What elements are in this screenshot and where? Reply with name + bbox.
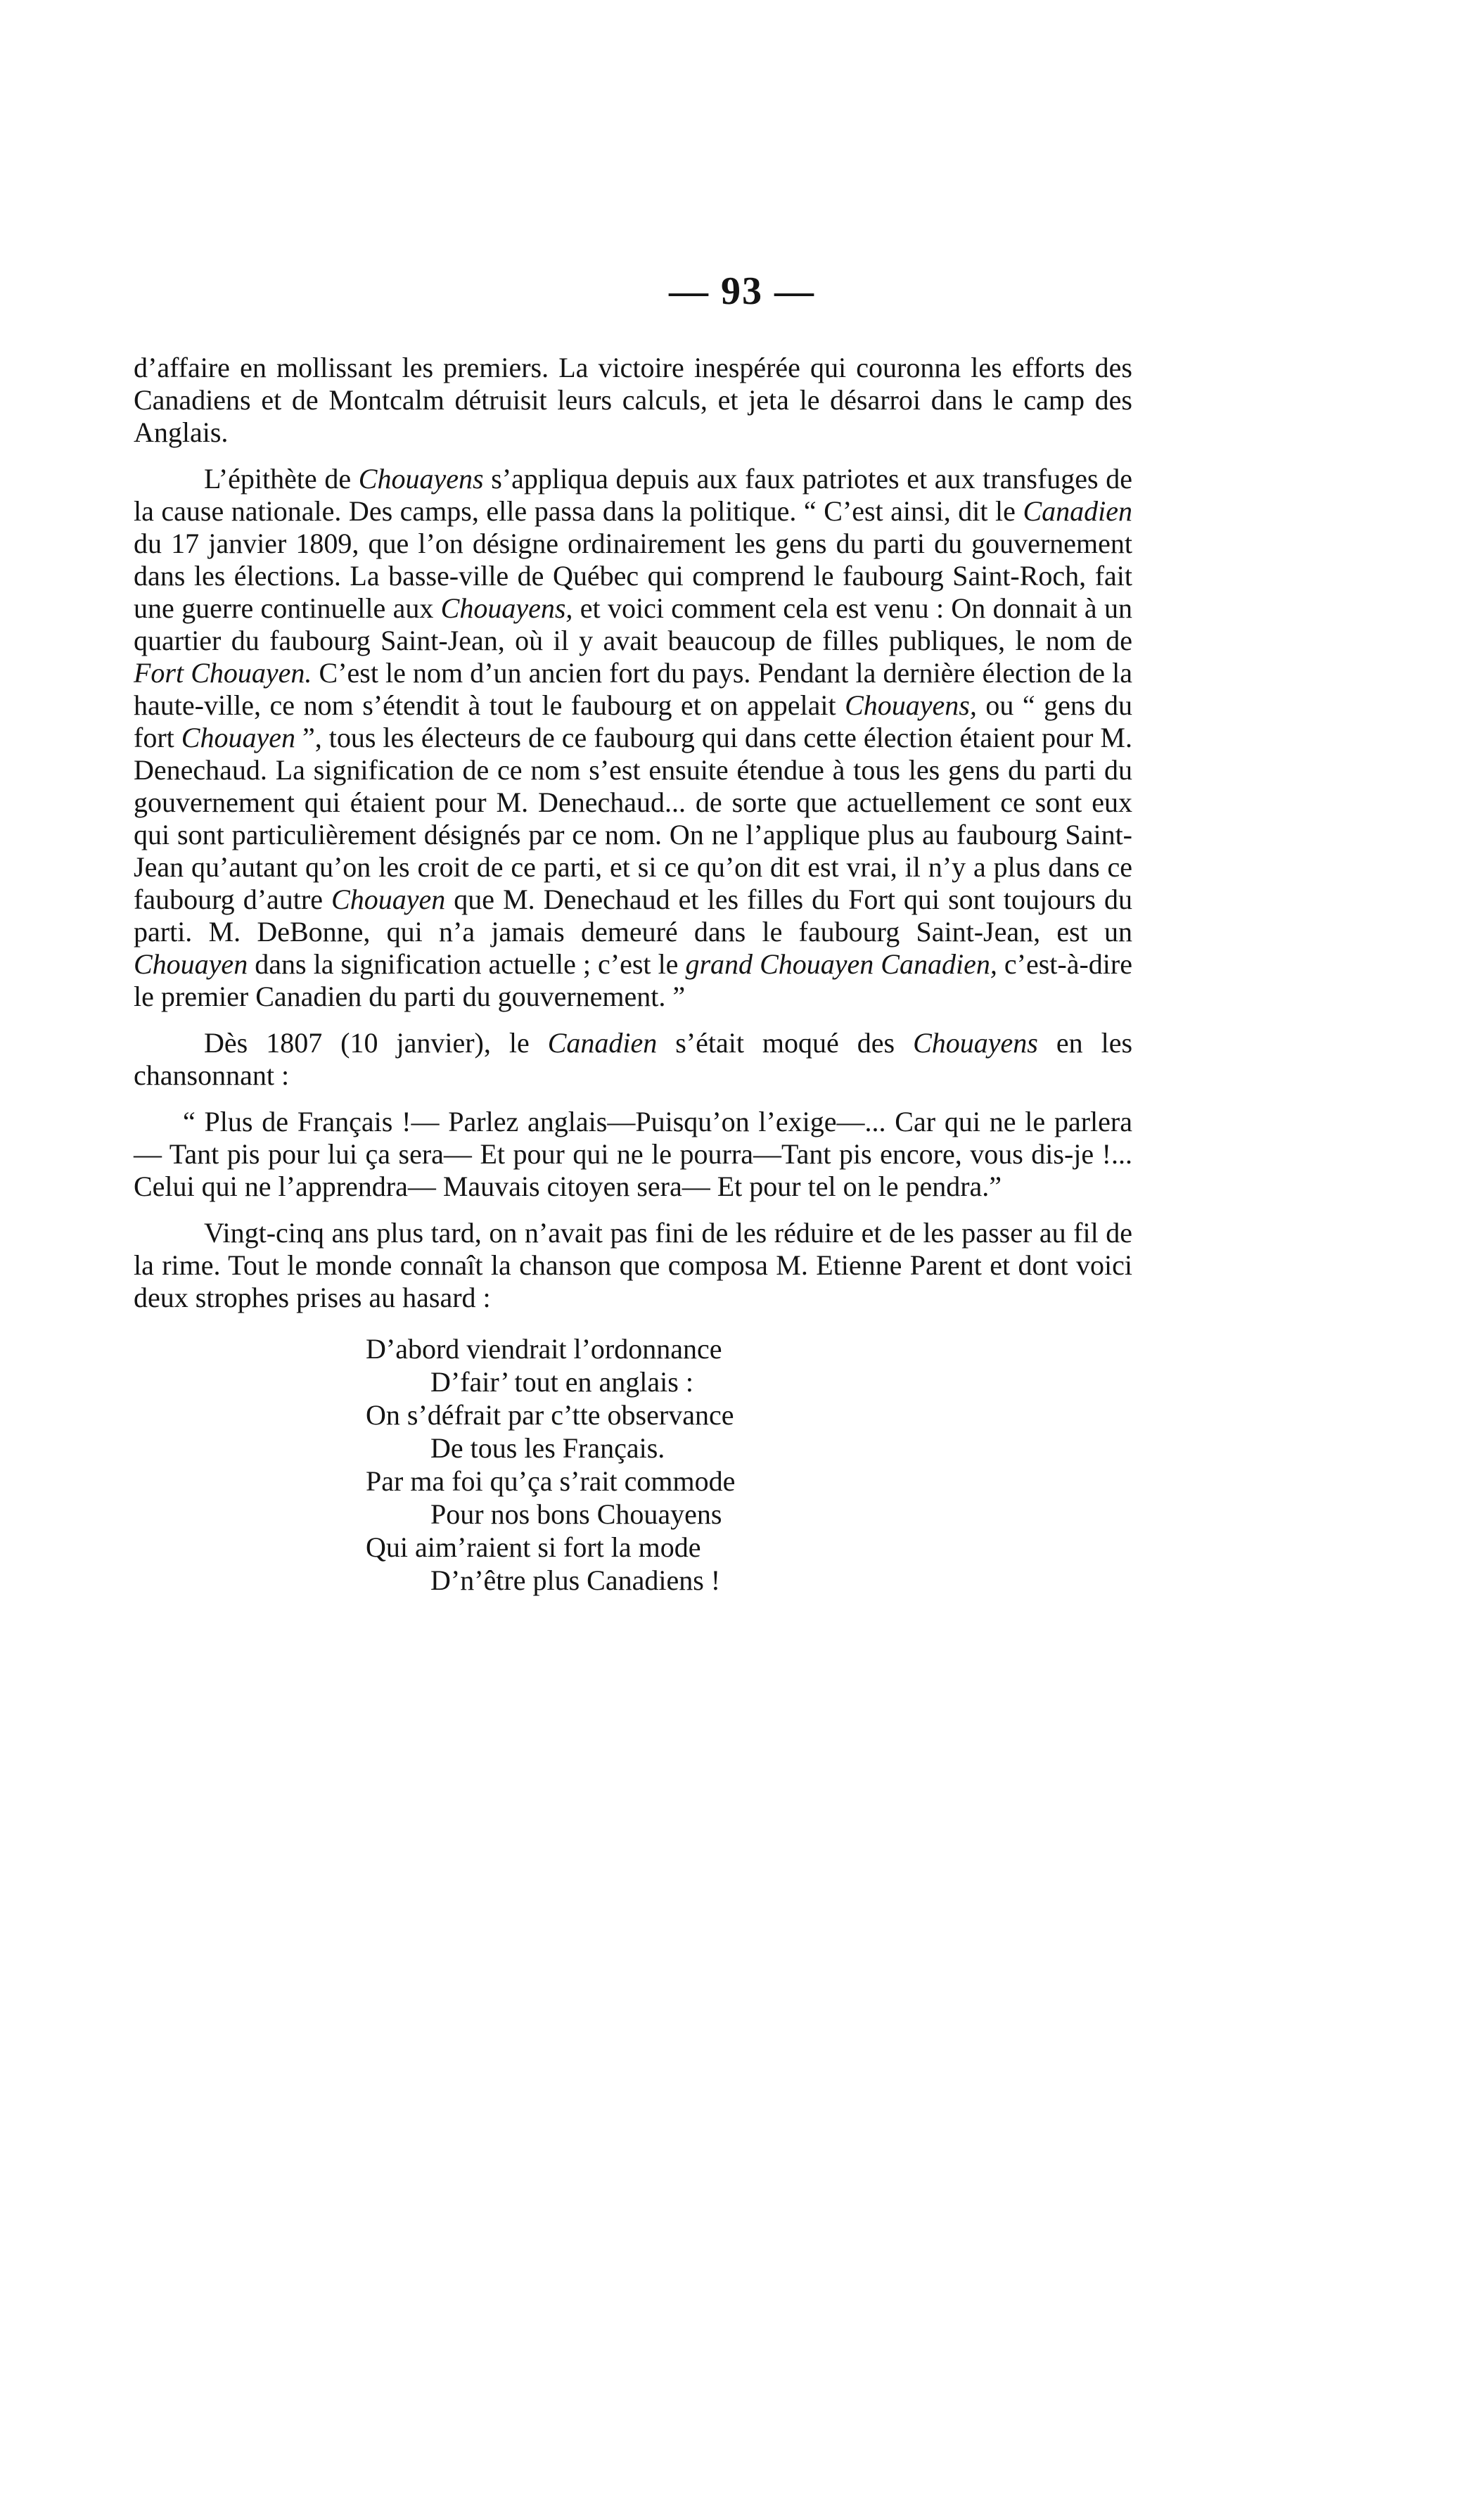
poem-line: De tous les Français. (430, 1432, 665, 1464)
text-run: s’appliqua depuis aux faux patriotes et aux transfuges de la cause nationale. Des camps, elle passa dans la politique. “ C’est ainsi, dit le (134, 463, 1133, 527)
paragraph-parent-chanson: Vingt-cinq ans plus tard, on n’avait pas fini de les réduire et de les passer au fil de la rime. Tout le monde connaît la chanson que composa M. Etienne Parent et dont voici deux strophes prises au hasard : (134, 1217, 1132, 1313)
paragraph-chanson-intro (134, 1027, 1132, 1092)
text-run: ”, tous les électeurs de ce faubourg qui dans cette élection étaient pour M. Denechaud. La signification de ce nom s’est ensuite étendue à tous les gens du parti du gouvernement qui étaient pour M. Denechaud... de sorte que actuellement ce sont eux qui sont particulièrement désignés par ce nom. On ne l’applique plus au faubourg Saint-Jean qu’autant qu’on les croit de ce parti, et si ce qu’on dit est vrai, il n’y a plus dans ce faubourg d’autre (134, 722, 1132, 915)
text-run: C’est le nom d’un ancien fort du pays. Pendant la dernière élection de la haute-ville, ce nom s’étendit à tout le faubourg et on appelait (134, 657, 1132, 721)
poem-line: Qui aim’raient si fort la mode (366, 1531, 701, 1563)
italic-term: Canadien (1023, 495, 1132, 527)
italic-term: Chouayens (913, 1027, 1038, 1059)
text-run: L’épithète de (204, 463, 359, 495)
italic-term: Chouayens (358, 463, 484, 495)
paragraph-continuation: d’affaire en mollissant les premiers. La victoire inespérée qui couronna les efforts des Canadiens et de Montcalm détruisit leurs calculs, et jeta le désarroi dans le camp des Anglais. (134, 352, 1132, 448)
italic-term: Canadien (547, 1027, 658, 1059)
text-run: c’est-à-dire le premier Canadien du parti du gouvernement. ” (134, 948, 1132, 1012)
italic-term: Chouayen (134, 948, 248, 980)
italic-term: Chouayen (331, 884, 446, 915)
text-run: et voici comment cela est venu : On donnait à un quartier du faubourg Saint-Jean, où il y avait beaucoup de filles publiques, le nom de (134, 592, 1132, 656)
poem-line: D’n’être plus Canadiens ! (430, 1564, 721, 1596)
text-run: du 17 janvier 1809, que l’on désigne ordinairement les gens du parti du gouvernement dans les élections. La basse-ville de Québec qui comprend le faubourg Saint-Roch, fait une guerre continuelle aux (134, 528, 1132, 624)
body-text (134, 352, 1132, 1597)
text-run: dans la signification actuelle ; c’est le (248, 948, 686, 980)
italic-term: Fort Chouayen. (134, 657, 312, 689)
paragraph-chouayens-epithet (134, 463, 1132, 1013)
poem-line: Pour nos bons Chouayens (430, 1498, 722, 1530)
poem-line: D’abord viendrait l’ordonnance (366, 1333, 722, 1365)
text-run: que M. Denechaud et les filles du Fort qui sont toujours du parti. M. DeBonne, qui n’a jamais demeuré dans le faubourg Saint-Jean, est un (134, 884, 1132, 948)
text-run: en les chansonnant : (134, 1027, 1133, 1091)
italic-term: Chouayen (181, 722, 295, 753)
poem-line: Par ma foi qu’ça s’rait commode (366, 1465, 736, 1497)
quoted-chanson: “ Plus de Français !— Parlez anglais—Puisqu’on l’exige—... Car qui ne le parlera— Tant pis pour lui ça sera— Et pour qui ne le pourra—Tant pis encore, vous dis-je !... Celui qui ne l’apprendra— Mauvais citoyen sera— Et pour tel on le pendra.” (134, 1106, 1132, 1202)
text-run: Dès 1807 (10 janvier), le (204, 1027, 548, 1059)
poem-line: D’fair’ tout en anglais : (430, 1366, 693, 1398)
italic-term: grand Chouayen Canadien, (685, 948, 997, 980)
italic-term: Chouayens, (440, 592, 573, 624)
text-run: ou “ gens du fort (134, 689, 1132, 753)
page-number: — 93 — (669, 269, 815, 313)
text-run: s’était moqué des (657, 1027, 914, 1059)
italic-term: Chouayens, (845, 689, 977, 721)
poem-stanzas (366, 1332, 1132, 1597)
poem-line: On s’défrait par c’tte observance (366, 1399, 734, 1431)
